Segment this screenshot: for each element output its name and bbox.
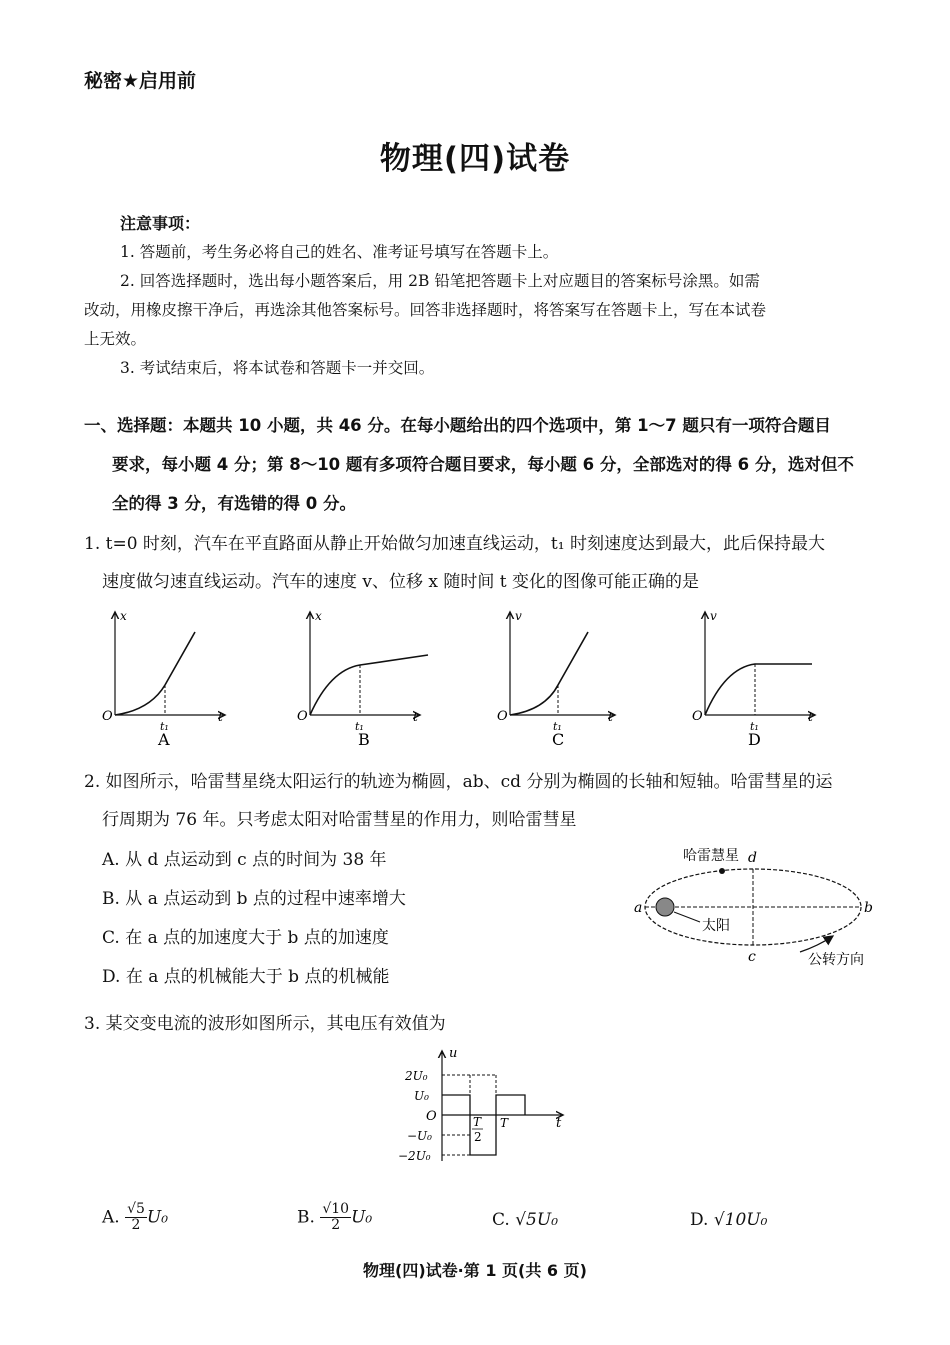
q3-option-c-text: √5U₀: [515, 1210, 559, 1230]
tick-2u0: 2U₀: [405, 1069, 428, 1083]
waveform-y-label: u: [449, 1046, 458, 1061]
point-d: d: [748, 850, 757, 866]
q2-option-b: B. 从 a 点运动到 b 点的过程中速率增大: [102, 889, 406, 909]
q3-option-a-letter: A.: [102, 1207, 120, 1228]
page-title: 物理(四)试卷: [379, 141, 571, 177]
tick-t: T: [500, 1116, 509, 1130]
graph-d-label: D: [748, 730, 761, 749]
q3-option-b-letter: B.: [297, 1207, 315, 1228]
q2-line-2: 行周期为 76 年。只考虑太阳对哈雷彗星的作用力，则哈雷彗星: [102, 810, 577, 830]
q2-option-d: D. 在 a 点的机械能大于 b 点的机械能: [102, 967, 390, 987]
page-footer: 物理(四)试卷·第 1 页(共 6 页): [363, 1261, 587, 1280]
graph-d-origin: O: [692, 709, 703, 724]
graph-b-label: B: [358, 730, 370, 749]
graph-a-origin: O: [102, 709, 113, 724]
q1-graphs: [90, 600, 850, 755]
q1-line-2: 速度做匀速直线运动。汽车的速度 v、位移 x 随时间 t 变化的图像可能正确的是: [102, 572, 700, 592]
q3-option-c-letter: C.: [492, 1210, 510, 1230]
graph-c: [497, 609, 615, 749]
q3-option-a-den: 2: [131, 1217, 141, 1234]
q3-option-a-unit: U₀: [146, 1207, 169, 1228]
q3-option-c: [492, 1210, 558, 1230]
graph-c-label: C: [552, 730, 565, 749]
graph-b: [297, 609, 428, 749]
q2-option-a: A. 从 d 点运动到 c 点的时间为 38 年: [102, 850, 387, 870]
q2-option-c: C. 在 a 点的加速度大于 b 点的加速度: [102, 928, 389, 948]
q2-line-1: 2. 如图所示，哈雷彗星绕太阳运行的轨迹为椭圆，ab、cd 分别为椭圆的长轴和短轴。哈雷彗星的运: [84, 772, 833, 792]
graph-d-x-label: t: [808, 710, 813, 724]
tick-half-t-num: T: [473, 1115, 482, 1129]
confidential-label: 秘密★启用前: [84, 70, 197, 92]
comet-label: 哈雷慧星: [683, 848, 739, 864]
graph-a-t1: t₁: [160, 720, 169, 733]
graph-b-t1: t₁: [355, 720, 364, 733]
graph-a-y-label: x: [120, 609, 127, 623]
orbit-diagram: [628, 840, 878, 970]
graph-a-x-label: t: [218, 710, 223, 724]
notice-heading: 注意事项：: [120, 214, 201, 233]
section-line-1: 一、选择题：本题共 10 小题，共 46 分。在每小题给出的四个选项中，第 1～7 题只有一项符合题目: [84, 416, 831, 435]
q3-option-d-letter: D.: [690, 1210, 709, 1230]
q3-option-b-den: 2: [331, 1217, 341, 1234]
notice-line-5: 3. 考试结束后，将本试卷和答题卡一并交回。: [120, 359, 435, 377]
sun-label: 太阳: [702, 918, 730, 934]
graph-b-y-label: x: [315, 609, 322, 623]
q3-option-d-text: √10U₀: [713, 1210, 768, 1230]
point-b: b: [864, 900, 873, 916]
graph-d: [692, 609, 815, 749]
sun: [656, 898, 674, 916]
graph-c-t1: t₁: [553, 720, 562, 733]
waveform-origin: O: [426, 1109, 437, 1124]
graph-c-y-label: v: [515, 609, 522, 623]
q3-option-d: [690, 1210, 767, 1230]
q3-option-b: [297, 1202, 372, 1234]
q3-line: 3. 某交变电流的波形如图所示，其电压有效值为: [84, 1014, 446, 1034]
section-line-2: 要求，每小题 4 分；第 8～10 题有多项符合题目要求，每小题 6 分，全部选对的得 6 分，选对但不: [112, 455, 854, 474]
notice-line-4: 上无效。: [84, 330, 147, 348]
section-line-3: 全的得 3 分，有选错的得 0 分。: [112, 494, 356, 513]
tick-neg-2u0: −2U₀: [398, 1149, 431, 1163]
notice-line-1: 1. 答题前，考生务必将自己的姓名、准考证号填写在答题卡上。: [120, 243, 559, 261]
tick-neg-u0: −U₀: [407, 1129, 432, 1143]
tick-u0: U₀: [414, 1089, 429, 1103]
q3-option-a: [102, 1202, 168, 1234]
graph-c-origin: O: [497, 709, 508, 724]
graph-c-x-label: t: [608, 710, 613, 724]
graph-b-x-label: t: [413, 710, 418, 724]
graph-a: [102, 609, 225, 749]
point-a: a: [634, 900, 643, 916]
graph-b-origin: O: [297, 709, 308, 724]
q3-option-b-unit: U₀: [351, 1207, 373, 1228]
notice-line-3: 改动，用橡皮擦干净后，再选涂其他答案标号。回答非选择题时，将答案写在答题卡上，写在本试卷: [84, 301, 767, 319]
graph-d-t1: t₁: [750, 720, 759, 733]
point-c: c: [748, 949, 756, 965]
waveform-diagram: [395, 1045, 580, 1170]
direction-label: 公转方向: [808, 952, 864, 968]
tick-half-t-den: 2: [474, 1130, 482, 1144]
waveform-x-label: t: [556, 1116, 562, 1131]
q1-line-1: 1. t=0 时刻，汽车在平直路面从静止开始做匀加速直线运动，t₁ 时刻速度达到最大，此后保持最大: [84, 534, 825, 554]
q3-option-a-num: √5: [127, 1201, 145, 1217]
graph-d-y-label: v: [710, 609, 717, 623]
comet: [719, 868, 725, 874]
q3-option-b-num: √10: [322, 1201, 350, 1217]
notice-line-2: 2. 回答选择题时，选出每小题答案后，用 2B 铅笔把答题卡上对应题目的答案标号涂黑。如需: [120, 272, 760, 290]
graph-a-label: A: [158, 730, 170, 749]
